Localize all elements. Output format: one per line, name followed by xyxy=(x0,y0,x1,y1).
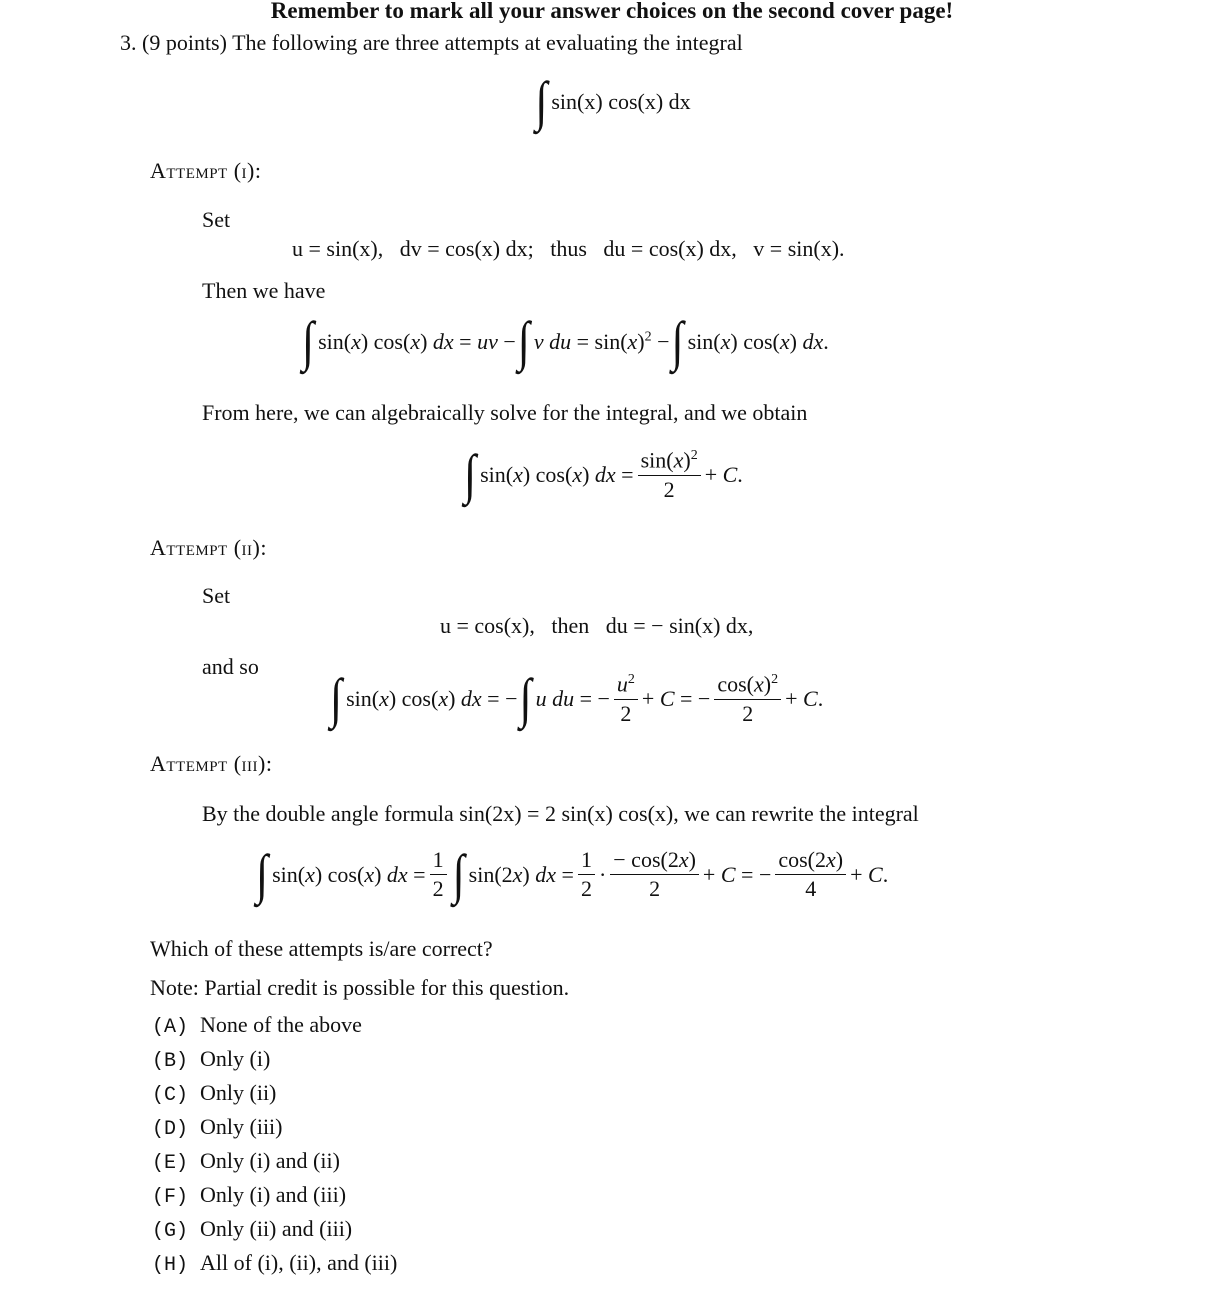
question-intro: The following are three attempts at evaluating the integral xyxy=(232,30,743,55)
attempt-3-intro: By the double angle formula sin(2x) = 2 sin(x) cos(x), we can rewrite the integral xyxy=(202,801,919,826)
prompt-question: Which of these attempts is/are correct? xyxy=(150,936,493,961)
attempt-1-then-label: Then we have xyxy=(202,278,326,303)
attempt-1-substitution: u = sin(x), dv = cos(x) dx; thus du = cos(x) dx, v = sin(x). xyxy=(292,236,845,261)
main-integral: ∫ sin(x) cos(x) dx xyxy=(535,70,691,132)
choice-h[interactable]: (H) All of (i), (ii), and (iii) xyxy=(152,1250,398,1277)
choice-g[interactable]: (G) Only (ii) and (iii) xyxy=(152,1216,353,1243)
attempt-3-result: ∫ sin(x) cos(x) dx = $\frac{1}{2}$ ∫ sin(2x) dx = $\frac{1}{2}$ · $\frac{- \cos(2x)}{2}$ + C = − $\frac{\cos(2x)}{4}$ + C. xyxy=(256,843,889,905)
attempt-1-set-label: Set xyxy=(202,207,231,232)
attempt-2-result: ∫ sin(x) cos(x) dx = − ∫ u du = − $\frac{u^2}{2}$ + C = − $\frac{\cos(x)^2}{2}$ + C. xyxy=(330,667,824,729)
choice-e[interactable]: (E) Only (i) and (ii) xyxy=(152,1148,340,1175)
choice-d[interactable]: (D) Only (iii) xyxy=(152,1114,283,1141)
attempt-1-from-here: From here, we can algebraically solve for the integral, and we obtain xyxy=(202,400,808,425)
main-integral-text: sin(x) cos(x) dx xyxy=(551,89,691,114)
attempt-2-substitution: u = cos(x), then du = − sin(x) dx, xyxy=(440,613,754,638)
choice-a[interactable]: (A) None of the above xyxy=(152,1012,362,1039)
choice-c[interactable]: (C) Only (ii) xyxy=(152,1080,277,1107)
choice-f[interactable]: (F) Only (i) and (iii) xyxy=(152,1182,347,1209)
attempt-1-by-parts: ∫ sin(x) cos(x) dx = uv − ∫ v du = $\sin(x)^2$ − ∫ sin(x) cos(x) dx. xyxy=(302,310,829,372)
choice-b[interactable]: (B) Only (i) xyxy=(152,1046,271,1073)
attempt-2-title: Attempt (ii): xyxy=(150,535,267,560)
answer-choices xyxy=(152,1012,397,1284)
attempt-2-set-label: Set xyxy=(202,583,231,608)
question-number: 3. xyxy=(120,30,137,55)
page-banner: Remember to mark all your answer choices on the second cover page! xyxy=(270,0,954,23)
prompt-note: Note: Partial credit is possible for this question. xyxy=(150,975,570,1000)
attempt-3-title: Attempt (iii): xyxy=(150,751,273,776)
attempt-1-result: ∫ sin(x) cos(x) dx = $\frac{\sin(x)^2}{2}$ + C. xyxy=(464,443,743,505)
attempt-2-and-so: and so xyxy=(202,654,259,679)
attempt-1-title: Attempt (i): xyxy=(150,158,262,183)
question-points: (9 points) xyxy=(142,30,227,55)
question-header xyxy=(120,30,743,56)
